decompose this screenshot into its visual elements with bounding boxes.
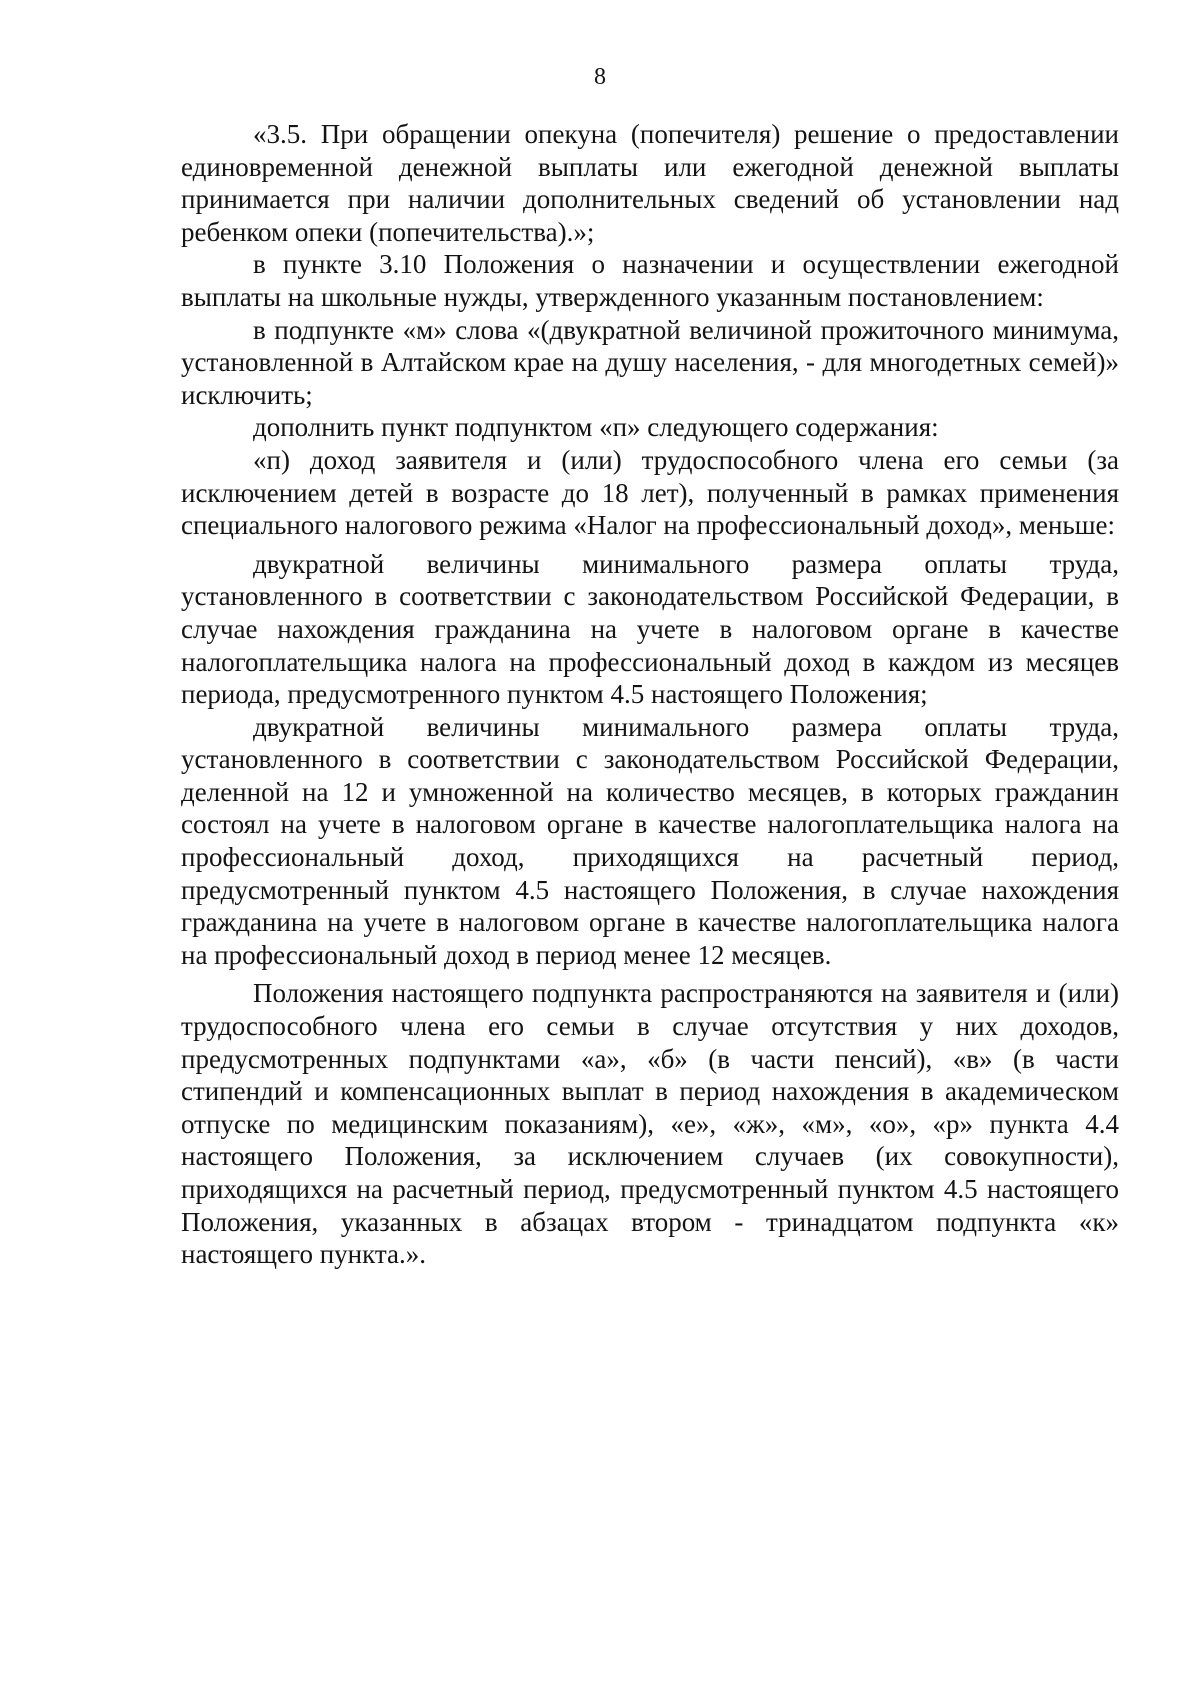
paragraph-add-subclause: дополнить пункт подпунктом «п» следующего содержания: bbox=[253, 412, 939, 443]
document-body bbox=[181, 118, 1119, 1271]
page-number: 8 bbox=[594, 64, 606, 90]
paragraph-provisions-scope: Положения настоящего подпункта распространяются на заявителя и (или) трудоспособного члена его семьи в случае отсутствия у них доходов, предусмотренных подпунктами «а», «б» (в части пенсий), «в» (в части стипендий и компенсационных выплат в период нахождения в академическом отпуске по медицинским показаниям), «е», «ж», «м», «о», «р» пункта 4.4 настоящего Положения, за исключением случаев (их совокупности), приходящихся на расчетный период, предусмотренный пунктом 4.5 настоящего Положения, указанных в абзацах втором - тринадцатом подпункта «к» настоящего пункта.». bbox=[181, 978, 1119, 1270]
paragraph-double-minimum-wage-full: двукратной величины минимального размера оплаты труда, установленного в соответствии с законодательством Российской Федерации, в случае нахождения гражданина на учете в налоговом органе в качестве налогоплательщика налога на профессиональный доход в каждом из месяцев периода, предусмотренного пунктом 4.5 настоящего Положения; bbox=[181, 548, 1119, 710]
paragraph-subclause-m: в подпункте «м» слова «(двукратной величиной прожиточного минимума, установленной в Алтайском крае на душу населения, - для многодетных семей)» исключить; bbox=[181, 314, 1119, 410]
paragraph-clause-3-5: «3.5. При обращении опекуна (попечителя) решение о предоставлении единовременной денежной выплаты или ежегодной денежной выплаты принимается при наличии дополнительных сведений об установлении над ребенком опеки (попечительства).»; bbox=[181, 119, 1119, 247]
paragraph-subclause-p: «п) доход заявителя и (или) трудоспособного члена его семьи (за исключением детей в возрасте до 18 лет), полученный в рамках применения специального налогового режима «Налог на профессиональный доход», меньше: bbox=[181, 444, 1119, 541]
paragraph-clause-3-10: в пункте 3.10 Положения о назначении и осуществлении ежегодной выплаты на школьные нужды, утвержденного указанным постановлением: bbox=[181, 249, 1119, 312]
paragraph-double-minimum-wage-partial: двукратной величины минимального размера оплаты труда, установленного в соответствии с законодательством Российской Федерации, деленной на 12 и умноженной на количество месяцев, в которых гражданин состоял на учете в налоговом органе в качестве налогоплательщика налога на профессиональный доход, приходящихся на расчетный период, предусмотренный пунктом 4.5 настоящего Положения, в случае нахождения гражданина на учете в налоговом органе в качестве налогоплательщика налога на профессиональный доход в период менее 12 месяцев. bbox=[181, 711, 1119, 970]
